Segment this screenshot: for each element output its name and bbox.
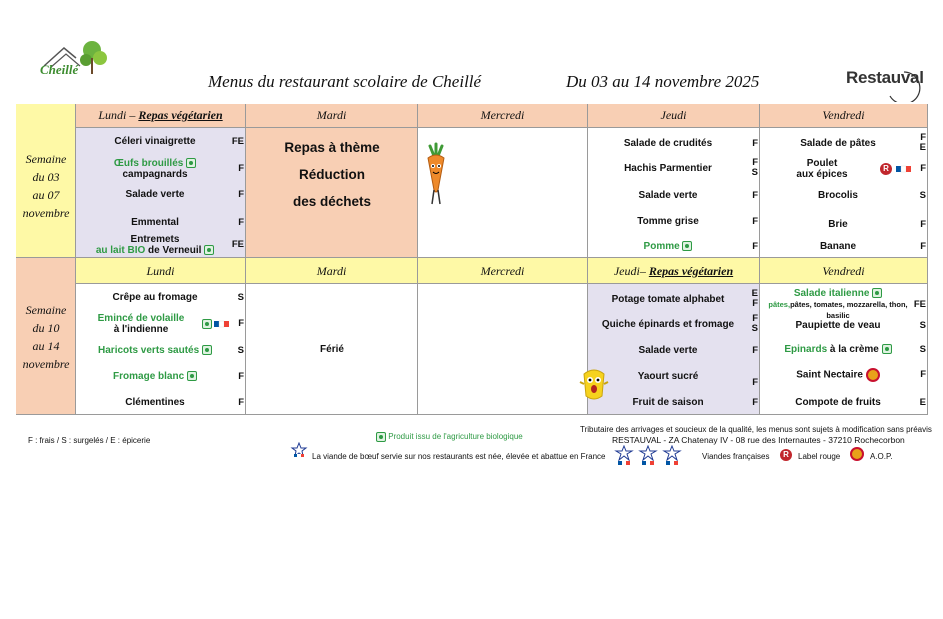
menu-item: Haricots verts sautés S — [98, 344, 244, 356]
week2-header-vendredi: Vendredi — [760, 258, 928, 284]
menu-item: Salade de crudités F — [623, 137, 758, 149]
page-title: Menus du restaurant scolaire de Cheillé — [208, 72, 482, 91]
restauval-logo — [846, 64, 928, 102]
viandes-francaises-icons — [614, 445, 686, 469]
cheille-logo-text: Cheillé — [40, 62, 79, 77]
menu-item: Brie F — [828, 218, 926, 230]
menu-item: Pomme F — [643, 240, 758, 252]
holiday-text: Férié — [320, 344, 344, 355]
menu-item: Emincé de volaille à l'indienne F — [97, 313, 244, 335]
week2-header-lundi: Lundi — [76, 258, 246, 284]
label-rouge-icon: R — [880, 163, 892, 175]
menu-item: Paupiette de veau S — [795, 319, 926, 331]
menu-item: Poulet aux épices R F — [796, 158, 926, 180]
bio-icon — [187, 371, 197, 381]
bio-icon — [872, 288, 882, 298]
carrot-icon — [420, 142, 450, 210]
menu-item: Emmental F — [131, 216, 244, 228]
menu-item: Crêpe au fromage S — [112, 291, 244, 303]
menu-item: Salade de pâtes F E — [800, 132, 926, 153]
date-range: Du 03 au 14 novembre 2025 — [566, 72, 760, 91]
bio-icon — [204, 245, 214, 255]
menu-item: Quiche épinards et fromage F S — [601, 313, 758, 334]
menu-item: Yaourt sucré F — [637, 370, 758, 388]
menu-item: Epinards à la crème S — [784, 343, 926, 355]
week2-header-mercredi: Mercredi — [418, 258, 588, 284]
menu-item: Hachis Parmentier F S — [624, 157, 758, 178]
disclaimer-text: Tributaire des arrivages et soucieux de la qualité, les menus sont sujets à modification sans préavis — [580, 425, 932, 434]
aop-icon — [850, 447, 864, 461]
bio-icon — [882, 344, 892, 354]
menu-item: Potage tomate alphabet E F — [611, 288, 758, 309]
aop-label: A.O.P. — [870, 452, 893, 461]
menu-item: Entremets au lait BIO de Verneuil FE — [95, 234, 244, 256]
week2-header-mardi: Mardi — [246, 258, 418, 284]
address-text: RESTAUVAL - ZA Chatenay IV - 08 rue des Internautes - 37210 Rochecorbon — [612, 435, 905, 445]
viandes-francaises-icon — [290, 442, 308, 460]
yogurt-mascot-icon — [576, 364, 612, 404]
bio-icon — [682, 241, 692, 251]
theme-day-text: Repas à thème Réduction des déchets — [284, 140, 380, 209]
bio-icon — [202, 319, 212, 329]
week1-header-lundi: Lundi – Repas végétarien — [76, 104, 246, 128]
week1-label: Semaine du 03 au 07 novembre — [22, 152, 70, 220]
menu-item: Tomme grise F — [637, 215, 758, 227]
legend-text: F : frais / S : surgelés / E : épicerie — [28, 436, 151, 445]
menu-item: Œufs brouillés campagnards F — [113, 158, 244, 180]
viandes-francaises-icon — [214, 318, 230, 330]
label-rouge-icon: R — [780, 449, 792, 461]
menu-item: Clémentines F — [125, 396, 244, 408]
menu-item: Salade verte F — [638, 189, 758, 201]
menu-item: Saint Nectaire F — [796, 369, 926, 381]
viandes-francaises-label: Viandes françaises — [702, 452, 770, 461]
menu-item: Salade verte F — [125, 188, 244, 200]
menu-item: Fruit de saison F — [632, 396, 758, 408]
week1-header-vendredi: Vendredi — [760, 104, 928, 128]
week2-label: Semaine du 10 au 14 novembre — [22, 303, 70, 371]
week2-header-jeudi: Jeudi– Repas végétarien — [588, 258, 760, 284]
bio-icon — [202, 345, 212, 355]
bio-icon — [376, 432, 386, 442]
menu-item: Compote de fruits E — [795, 396, 926, 408]
menu-item: Céleri vinaigrette FE — [114, 135, 244, 147]
week2-mercredi-cell — [418, 284, 588, 415]
menu-item: Salade italienne pâtes,pâtes, tomates, mozzarella, thon, basilic FE — [768, 288, 926, 320]
aop-icon — [866, 368, 880, 382]
menu-item: Brocolis S — [817, 189, 926, 201]
bio-icon — [186, 158, 196, 168]
label-rouge-label: Label rouge — [798, 452, 841, 461]
week1-header-mercredi: Mercredi — [418, 104, 588, 128]
beef-origin-text: La viande de bœuf servie sur nos restaurants est née, élevée et abattue en France — [312, 452, 606, 461]
menu-item: Fromage blanc F — [113, 370, 244, 382]
week1-header-mardi: Mardi — [246, 104, 418, 128]
menu-item: Banane F — [819, 240, 926, 252]
menu-item: Salade verte F — [638, 344, 758, 356]
restauval-wordmark: Restauval — [846, 68, 924, 87]
bio-legend: Produit issu de l'agriculture biologique — [376, 432, 523, 442]
week1-header-jeudi: Jeudi — [588, 104, 760, 128]
viandes-francaises-icon — [896, 163, 912, 175]
